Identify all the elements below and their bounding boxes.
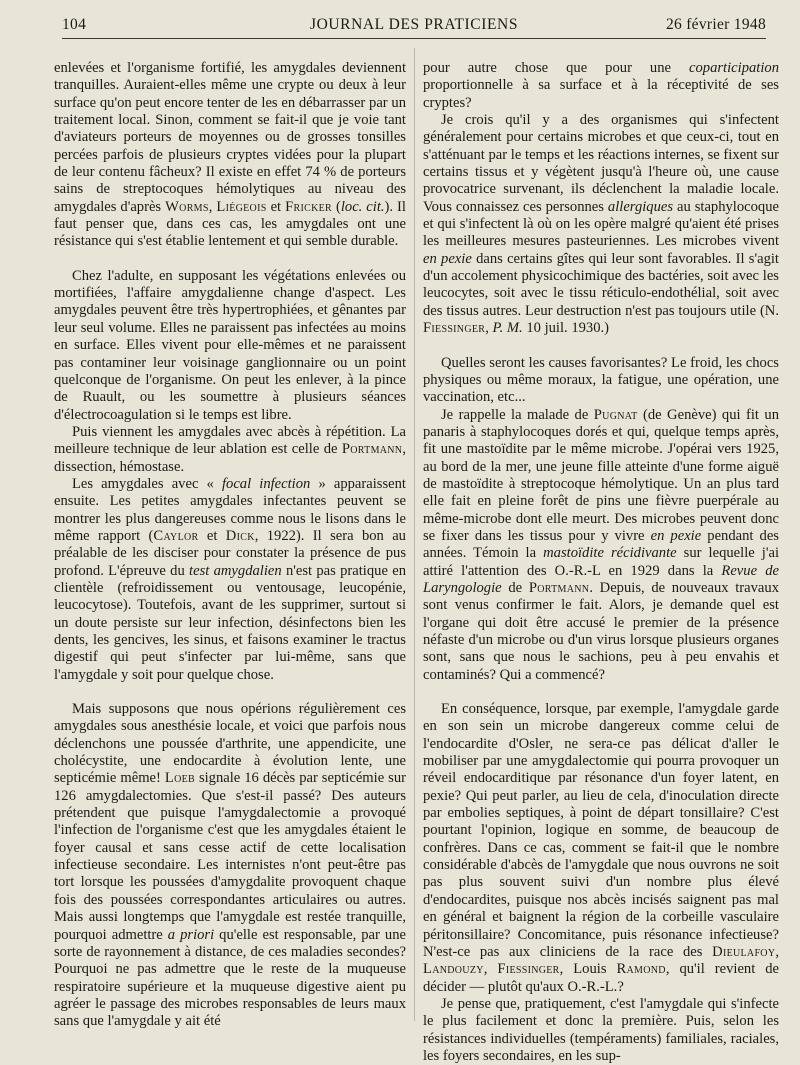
issue-date: 26 février 1948: [665, 16, 766, 33]
page-number: 104: [62, 16, 87, 33]
right-column: [423, 60, 780, 1064]
paragraph: En conséquence, lorsque, par exemple, l'amygdale garde en son sein un microbe dangereux comme celui de l'endocardite d'Osler, ne sera-ce pas délicat d'aller le mobiliser par une amygdalectomie qui pourra provoquer un réveil endocarditique par résonance d'un foyer latent, en pexie? Qui peut parler, au lieu de cela, d'inoculation directe par embolies septiques, à point de départ tonsillaire? C'est pourtant l'opinion, logique en somme, de beaucoup de confrères. Dans ce cas, comment se fait-il que le nombre considérable d'abcès de l'amygdale que nous ouvrons ne soit pas plus souvent suivi d'un nombre plus élevé d'endocardites, puisque nos abcès incisés saignent pas mal en général et baignent la région de la corbeille vasculaire péritonsillaire? Concomitance, puis résonance infectieuse? N'est-ce pas aux cliniciens de la race des Dieulafoy, Landouzy, Fiessinger, Louis Ramond, qu'il revient de décider — plutôt qu'aux O.-R.-L.?: [423, 701, 780, 995]
page-header: [62, 12, 766, 39]
paragraph: enlevées et l'organisme fortifié, les amygdales deviennent tranquilles. Auraient-elles même une crypte ou deux à leur surface qu'on peut encore tenter de les en débarrasser par un traitement local. Sinon, comment se fait-il que je voie tant d'aviateurs porteurs de moyennes ou de grosses tonsilles percées parfois de plusieurs cryptes vidées pour la plupart de leur contenu fâcheux? Il existe en effet 74 % de porteurs sains de streptocoques hémolytiques au niveau des amygdales d'après Worms, Liégeois et Fricker (loc. cit.). Il faut penser que, dans ces cas, les amygdales ont une résistance qui s'est établie lentement et qui semble durable.: [54, 60, 406, 250]
column-divider: [414, 48, 415, 1021]
paragraph: Je crois qu'il y a des organismes qui s'infectent généralement pour certains microbes et que ceux-ci, tout en s'atténuant par le temps et les réactions internes, se fixent sur certains tissus et y végètent jusqu'à l'heure où, une cause provocatrice survenant, ils déclenchent la maladie locale. Vous connaissez ces personnes allergiques au staphylocoque et qui s'infectent là où on les opère malgré qu'aient été prises les meilleures mesures pasteuriennes. Les microbes vivent en pexie dans certains gîtes qui leur sont favorables. Il s'agit d'un accolement physicochimique des bactéries, soit avec les leucocytes, soit avec le tissu réticulo-endothélial, soit avec des tissus autres. Leur destruction n'est pas toujours utile (N. Fiessinger, P. M. 10 juil. 1930.): [423, 112, 780, 337]
paragraph: Quelles seront les causes favorisantes? Le froid, les chocs physiques ou même moraux, la fatigue, une opération, une vaccination, etc...: [423, 354, 779, 406]
left-column: [54, 60, 406, 1030]
paragraph: Les amygdales avec « focal infection » apparaissent ensuite. Les petites amygdales infectantes peuvent se montrer les plus dangereuses comme nous le lisons dans le même rapport (Caylor et Dick, 1922). Il sera bon au préalable de les disciser pour constater la présence de pus profond. L'épreuve du test amygdalien n'est pas pratique en clientèle (refroidissement ou ventousage, leucopénie, leucocytose). Toutefois, avant de les supprimer, surtout si un doute persiste sur leur infection, désinfectons bien les dents, les gencives, les sinus, et faisons examiner le tractus digestif qui peut s'infecter par lui-même, sans que l'amygdale y soit pour quelque chose.: [54, 475, 406, 683]
journal-title: JOURNAL DES PRATICIENS: [309, 16, 519, 33]
paragraph: Chez l'adulte, en supposant les végétations enlevées ou mortifiées, l'affaire amygdalienne change d'aspect. Les amygdales peuvent être très hypertrophiées, et gênantes par leur seul volume. Elles ne paraissent pas infectées au moins en surface. Elles vivent pour elle-mêmes et ne paraissent pas contaminer leur voisinage ganglionnaire ou un point quelconque de l'organisme. On peut les enlever, à la pince de Ruault, ou les soumettre à plusieurs séances d'électrocoagulation si le temps est libre.: [54, 267, 406, 423]
paragraph: pour autre chose que pour une coparticipation proportionnelle à sa surface et à la réceptivité de ses cryptes?: [423, 60, 779, 111]
paragraph: Je pense que, pratiquement, c'est l'amygdale qui s'infecte le plus facilement et donc la première. Puis, selon les résistances individuelles (tempéraments) familiales, raciales, les foyers secondaires, en les sup-: [423, 995, 779, 1064]
paragraph: Mais supposons que nous opérions régulièrement ces amygdales sous anesthésie locale, et voici que parfois nous déclenchons une poussée d'arthrite, une appendicite, une cholécystite, une endocardite à évolution lente, une septicémie même! Loeb signale 16 décès par septicémie sur 126 amygdalectomies. Que s'est-il passé? Des auteurs prétendent que puisque l'amygdalectomie a provoqué l'infection de l'organisme c'est que les amygdales étaient le foyer causal et sans cesse actif de cette localisation infectieuse secondaire. Les internistes n'ont peut-être pas tort lorsque les poussées d'amygdalite provoquent chaque fois des poussées correspondantes articulaires ou autres. Mais aussi longtemps que l'amygdale est restée tranquille, pourquoi admettre a priori qu'elle est responsable, par une sorte de rayonnement à distance, de ces maladies secondes? Pourquoi ne pas admettre que le reste de la muqueuse respiratoire supérieure et la muqueuse digestive aient pu agréer le passage des microbes responsables de leurs maux sans que l'amygdale y ait été: [54, 701, 406, 1030]
paragraph: Puis viennent les amygdales avec abcès à répétition. La meilleure technique de leur ablation est celle de Portmann, dissection, hémostase.: [54, 423, 406, 475]
paragraph: Je rappelle la malade de Pugnat (de Genève) qui fit un panaris à staphylocoques dorés et qui, quelque temps après, fit une mastoïdite par le même microbe. J'opérai vers 1925, au bord de la mer, une jeune fille atteinte d'une forme aiguë de mastoïdite à streptocoque hémolytique. Un an plus tard elle fait en pleine forêt de pins une fièvre puerpérale au même-microbe dont elle meurt. Des microbes peuvent donc se fixer dans les tissus pour y vivre en pexie pendant des années. Témoin la mastoïdite récidivante sur lequelle j'ai attiré l'attention des O.-R.-L en 1929 dans la Revue de Laryngologie de Portmann. Depuis, de nouveaux travaux sont venus confirmer le fait. Alors, je demande quel est l'organe qui doit être accusé le premier de la présence néfaste d'un microbe ou d'un virus lorsque plusieurs organes sont, sans que nous le sachions, peu à peu envahis et contaminés? Qui a commencé?: [423, 406, 779, 683]
